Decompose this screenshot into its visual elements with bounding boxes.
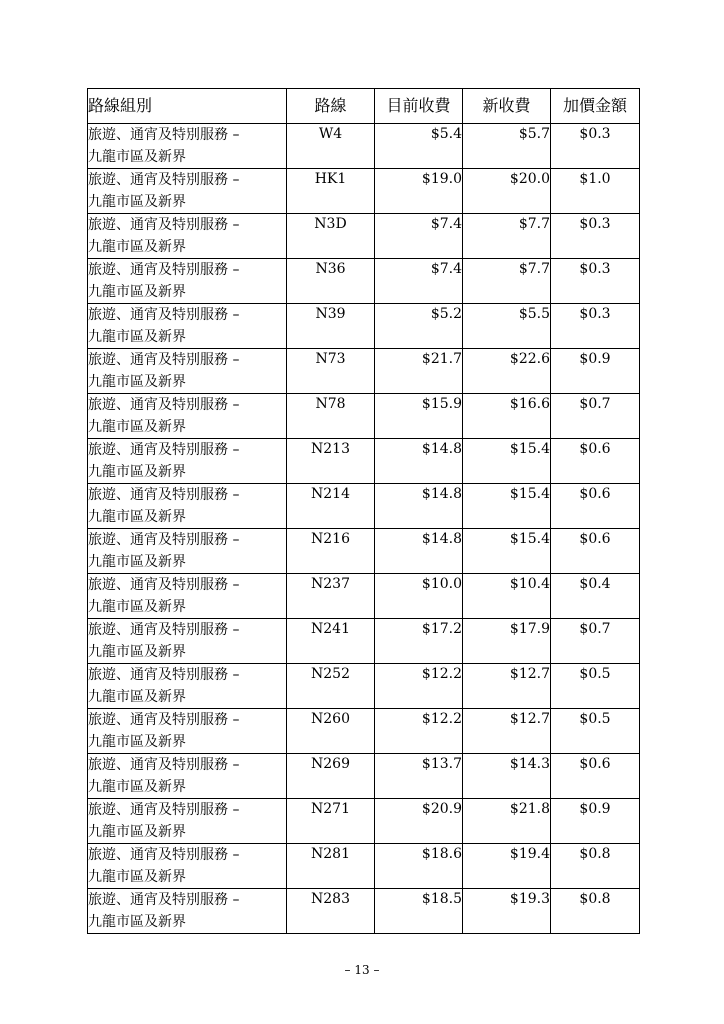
new-fare-cell: $15.4	[463, 529, 551, 574]
new-fare-cell: $14.3	[463, 754, 551, 799]
header-new-fare: 新收費	[463, 89, 551, 124]
fare-increase-cell: $0.3	[551, 304, 640, 349]
current-fare-cell: $14.8	[375, 439, 463, 484]
route-group-line2: 九龍市區及新界	[88, 914, 186, 930]
route-group-line2: 九龍市區及新界	[88, 734, 186, 750]
route-cell: N216	[287, 529, 375, 574]
route-group-line2: 九龍市區及新界	[88, 869, 186, 885]
route-group-line2: 九龍市區及新界	[88, 239, 186, 255]
new-fare-cell: $20.0	[463, 169, 551, 214]
route-group-line1: 旅遊、通宵及特別服務 –	[88, 442, 240, 458]
route-cell: N281	[287, 844, 375, 889]
new-fare-cell: $7.7	[463, 214, 551, 259]
route-group-cell	[88, 214, 287, 259]
route-group-line2: 九龍市區及新界	[88, 374, 186, 390]
new-fare-cell: $19.3	[463, 889, 551, 934]
route-group-cell	[88, 304, 287, 349]
current-fare-cell: $14.8	[375, 484, 463, 529]
table-row	[88, 349, 640, 394]
route-group-cell	[88, 664, 287, 709]
route-group-line1: 旅遊、通宵及特別服務 –	[88, 892, 240, 908]
table-row	[88, 664, 640, 709]
fare-increase-cell: $0.5	[551, 709, 640, 754]
fare-table	[87, 88, 640, 934]
current-fare-cell: $12.2	[375, 664, 463, 709]
fare-increase-cell: $0.7	[551, 394, 640, 439]
route-cell: N283	[287, 889, 375, 934]
route-cell: N271	[287, 799, 375, 844]
route-group-line1: 旅遊、通宵及特別服務 –	[88, 172, 240, 188]
table-row	[88, 439, 640, 484]
route-group-cell	[88, 844, 287, 889]
table-row	[88, 214, 640, 259]
route-cell: N213	[287, 439, 375, 484]
table-row	[88, 259, 640, 304]
route-group-line1: 旅遊、通宵及特別服務 –	[88, 712, 240, 728]
route-group-line2: 九龍市區及新界	[88, 644, 186, 660]
current-fare-cell: $14.8	[375, 529, 463, 574]
route-group-cell	[88, 169, 287, 214]
route-group-line2: 九龍市區及新界	[88, 554, 186, 570]
current-fare-cell: $7.4	[375, 259, 463, 304]
fare-increase-cell: $0.6	[551, 439, 640, 484]
current-fare-cell: $7.4	[375, 214, 463, 259]
route-group-line2: 九龍市區及新界	[88, 824, 186, 840]
table-row	[88, 529, 640, 574]
new-fare-cell: $21.8	[463, 799, 551, 844]
current-fare-cell: $5.2	[375, 304, 463, 349]
fare-increase-cell: $0.6	[551, 529, 640, 574]
header-current-fare: 目前收費	[375, 89, 463, 124]
route-group-line1: 旅遊、通宵及特別服務 –	[88, 127, 240, 143]
route-group-line1: 旅遊、通宵及特別服務 –	[88, 577, 240, 593]
fare-increase-cell: $0.5	[551, 664, 640, 709]
table-header-row	[88, 89, 640, 124]
table-row	[88, 484, 640, 529]
route-cell: N36	[287, 259, 375, 304]
route-group-line1: 旅遊、通宵及特別服務 –	[88, 217, 240, 233]
route-cell: N214	[287, 484, 375, 529]
current-fare-cell: $12.2	[375, 709, 463, 754]
route-group-line1: 旅遊、通宵及特別服務 –	[88, 532, 240, 548]
route-group-line2: 九龍市區及新界	[88, 599, 186, 615]
route-group-line1: 旅遊、通宵及特別服務 –	[88, 487, 240, 503]
new-fare-cell: $12.7	[463, 709, 551, 754]
fare-increase-cell: $0.3	[551, 214, 640, 259]
fare-increase-cell: $0.3	[551, 124, 640, 169]
route-group-line2: 九龍市區及新界	[88, 329, 186, 345]
fare-increase-cell: $0.9	[551, 799, 640, 844]
route-group-line1: 旅遊、通宵及特別服務 –	[88, 802, 240, 818]
route-group-cell	[88, 529, 287, 574]
current-fare-cell: $19.0	[375, 169, 463, 214]
route-group-line1: 旅遊、通宵及特別服務 –	[88, 397, 240, 413]
table-row	[88, 169, 640, 214]
table-row	[88, 304, 640, 349]
new-fare-cell: $17.9	[463, 619, 551, 664]
fare-increase-cell: $0.9	[551, 349, 640, 394]
fare-increase-cell: $1.0	[551, 169, 640, 214]
current-fare-cell: $15.9	[375, 394, 463, 439]
route-group-line1: 旅遊、通宵及特別服務 –	[88, 307, 240, 323]
table-row	[88, 709, 640, 754]
header-fare-increase: 加價金額	[551, 89, 640, 124]
header-route-group: 路線組別	[88, 89, 287, 124]
new-fare-cell: $19.4	[463, 844, 551, 889]
current-fare-cell: $10.0	[375, 574, 463, 619]
route-group-cell	[88, 574, 287, 619]
route-cell: W4	[287, 124, 375, 169]
route-group-cell	[88, 259, 287, 304]
current-fare-cell: $21.7	[375, 349, 463, 394]
route-group-line1: 旅遊、通宵及特別服務 –	[88, 262, 240, 278]
route-cell: N252	[287, 664, 375, 709]
current-fare-cell: $5.4	[375, 124, 463, 169]
table-row	[88, 124, 640, 169]
fare-increase-cell: $0.4	[551, 574, 640, 619]
route-group-line1: 旅遊、通宵及特別服務 –	[88, 667, 240, 683]
route-group-cell	[88, 754, 287, 799]
table-row	[88, 889, 640, 934]
route-group-cell	[88, 889, 287, 934]
current-fare-cell: $18.6	[375, 844, 463, 889]
route-group-line2: 九龍市區及新界	[88, 464, 186, 480]
route-group-line2: 九龍市區及新界	[88, 779, 186, 795]
table-row	[88, 754, 640, 799]
route-group-line2: 九龍市區及新界	[88, 419, 186, 435]
route-cell: N73	[287, 349, 375, 394]
route-group-cell	[88, 124, 287, 169]
route-cell: N39	[287, 304, 375, 349]
route-cell: N260	[287, 709, 375, 754]
route-cell: HK1	[287, 169, 375, 214]
table-row	[88, 799, 640, 844]
current-fare-cell: $20.9	[375, 799, 463, 844]
new-fare-cell: $15.4	[463, 439, 551, 484]
table-row	[88, 844, 640, 889]
route-group-line1: 旅遊、通宵及特別服務 –	[88, 847, 240, 863]
fare-increase-cell: $0.3	[551, 259, 640, 304]
route-group-cell	[88, 349, 287, 394]
table-body	[88, 124, 640, 934]
route-group-cell	[88, 709, 287, 754]
page-number: – 13 –	[344, 963, 380, 977]
route-cell: N269	[287, 754, 375, 799]
route-group-cell	[88, 619, 287, 664]
route-cell: N237	[287, 574, 375, 619]
table-row	[88, 394, 640, 439]
fare-increase-cell: $0.8	[551, 844, 640, 889]
route-group-cell	[88, 799, 287, 844]
new-fare-cell: $16.6	[463, 394, 551, 439]
new-fare-cell: $12.7	[463, 664, 551, 709]
route-group-line1: 旅遊、通宵及特別服務 –	[88, 622, 240, 638]
new-fare-cell: $10.4	[463, 574, 551, 619]
route-group-line2: 九龍市區及新界	[88, 689, 186, 705]
table-row	[88, 574, 640, 619]
route-group-line1: 旅遊、通宵及特別服務 –	[88, 757, 240, 773]
route-group-line2: 九龍市區及新界	[88, 509, 186, 525]
route-cell: N78	[287, 394, 375, 439]
route-cell: N3D	[287, 214, 375, 259]
header-route: 路線	[287, 89, 375, 124]
new-fare-cell: $7.7	[463, 259, 551, 304]
route-group-line1: 旅遊、通宵及特別服務 –	[88, 352, 240, 368]
new-fare-cell: $5.7	[463, 124, 551, 169]
route-group-cell	[88, 484, 287, 529]
new-fare-cell: $5.5	[463, 304, 551, 349]
fare-increase-cell: $0.8	[551, 889, 640, 934]
route-group-cell	[88, 394, 287, 439]
current-fare-cell: $18.5	[375, 889, 463, 934]
new-fare-cell: $15.4	[463, 484, 551, 529]
fare-increase-cell: $0.7	[551, 619, 640, 664]
route-group-line2: 九龍市區及新界	[88, 194, 186, 210]
table-row	[88, 619, 640, 664]
fare-increase-cell: $0.6	[551, 484, 640, 529]
current-fare-cell: $17.2	[375, 619, 463, 664]
route-group-line2: 九龍市區及新界	[88, 149, 186, 165]
new-fare-cell: $22.6	[463, 349, 551, 394]
route-cell: N241	[287, 619, 375, 664]
fare-increase-cell: $0.6	[551, 754, 640, 799]
current-fare-cell: $13.7	[375, 754, 463, 799]
route-group-cell	[88, 439, 287, 484]
route-group-line2: 九龍市區及新界	[88, 284, 186, 300]
